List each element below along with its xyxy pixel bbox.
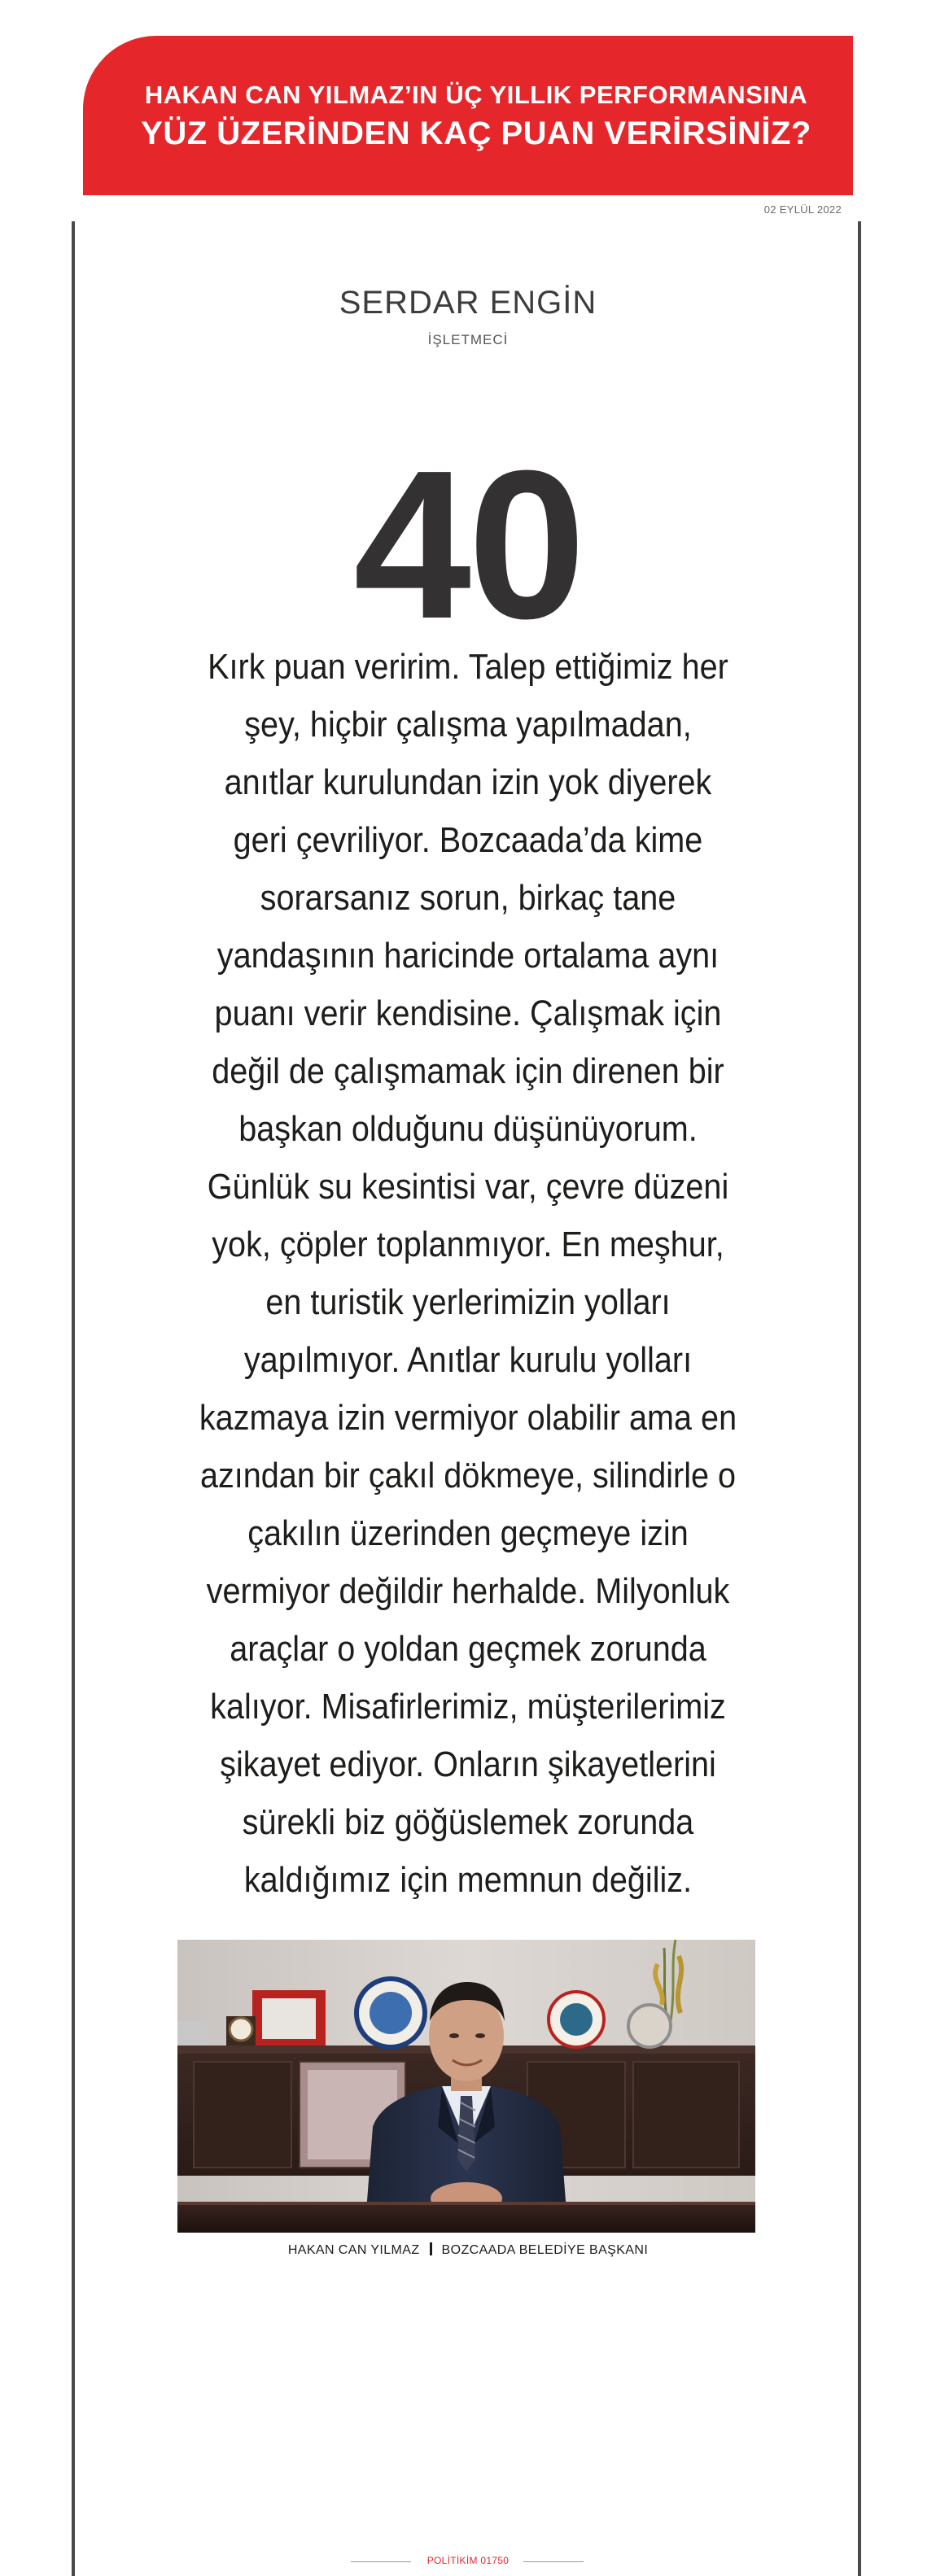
headline-banner [83,36,853,195]
footer-page-label: POLİTİKİM 01750 [426,2555,510,2566]
footer-rule-right [523,2561,584,2562]
publish-date: 02 EYLÜL 2022 [763,203,842,216]
caption-title: BOZCAADA BELEDİYE BAŞKANI [441,2243,649,2257]
score-number: 40 [353,427,583,663]
headline-line-2: YÜZ ÜZERİNDEN KAÇ PUAN VERİRSİNİZ? [141,116,811,151]
author-name: SERDAR ENGİN [339,285,597,321]
caption-separator [430,2242,432,2255]
quote-body: Kırk puan veririm. Talep ettiğimiz her şey, hiçbir çalışma yapılmadan, anıtlar kurulundan izin yok diyerek geri çevriliyor. Bozcaada’da kime sorarsanız sorun, birkaç tane yandaşının haricinde ortalama aynı puanı verir kendisine. Çalışmak için değil de çalışmamak için direnen bir başkan olduğunu düşünüyorum. Günlük su kesintisi var, çevre düzeni yok, çöpler toplanmıyor. En meşhur, en turistik yerlerimizin yolları yapılmıyor. Anıtlar kurulu yolları kazmaya izin vermiyor olabilir ama en azından bir çakıl dökmeye, silindirle o çakılın üzerinden geçmeye izin vermiyor değildir herhalde. Milyonluk araçlar o yoldan geçmek zorunda kalıyor. Misafirlerimiz, müşterilerimiz şikayet ediyor. Onların şikayetlerini sürekli biz göğüslemek zorunda kaldığımız için memnun değiliz. [199,647,737,1900]
headline-line-1: HAKAN CAN YILMAZ’IN ÜÇ YILLIK PERFORMANSINA [144,81,808,109]
caption-name: HAKAN CAN YILMAZ [287,2243,420,2257]
photo-caption [0,2242,936,2258]
author-role: İŞLETMECİ [427,332,509,347]
portrait-photo [177,1940,755,2233]
